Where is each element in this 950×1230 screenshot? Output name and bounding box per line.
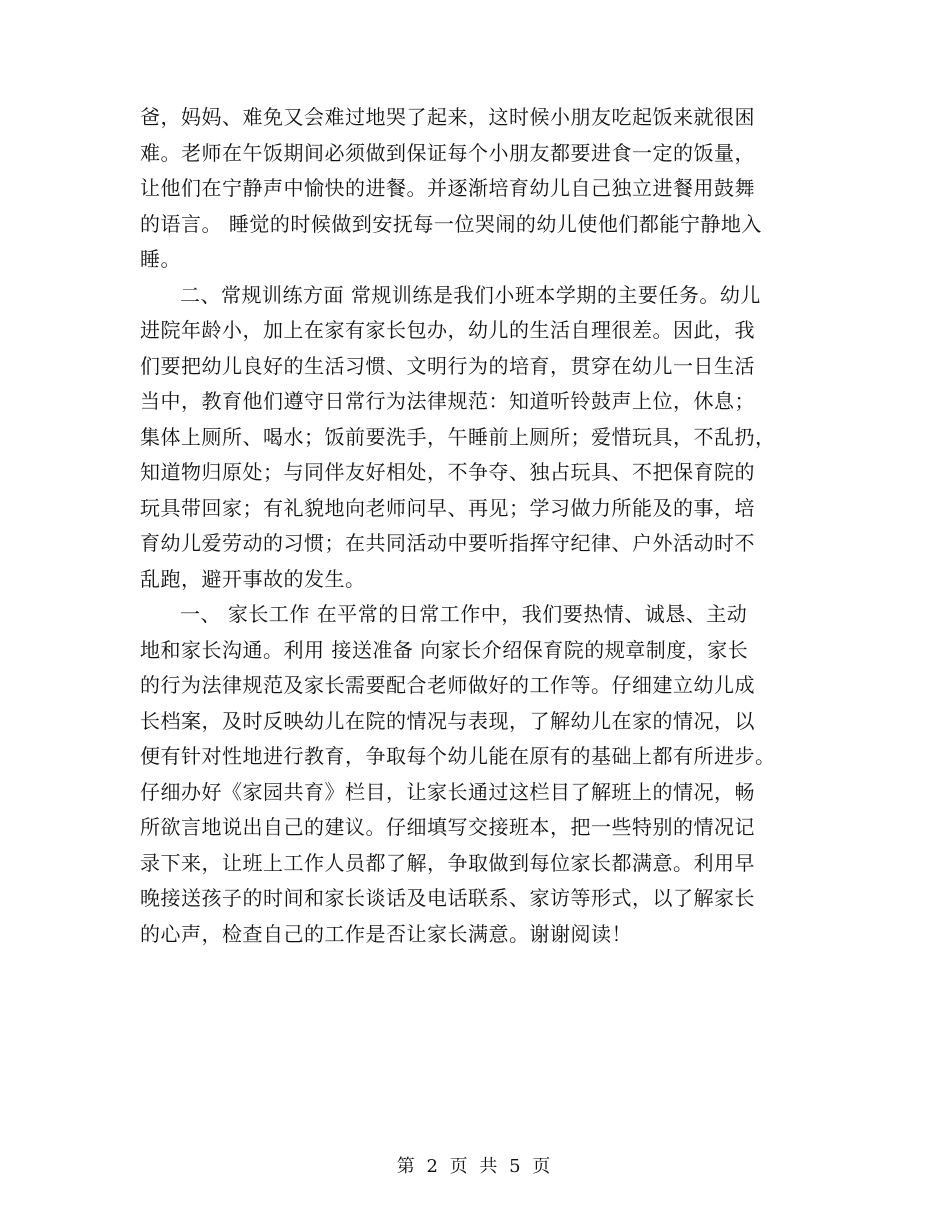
- text-line: 便有针对性地进行教育，争取每个幼儿能在原有的基础上都有所进步。: [140, 744, 776, 768]
- text-line: 育幼儿爱劳动的习惯；在共同活动中要听指挥守纪律、户外活动时不: [140, 531, 755, 555]
- text-line: 乱跑，避开事故的发生。: [140, 566, 366, 591]
- text-line: 睡。: [140, 247, 181, 271]
- text-line: 长档案，及时反映幼儿在院的情况与表现，了解幼儿在家的情况，以: [140, 708, 755, 733]
- text-line: 地和家长沟通。利用 接送准备 向家长介绍保育院的规章制度，家长: [140, 637, 749, 662]
- text-line: 进院年龄小，加上在家有家长包办，幼儿的生活自理很差。因此，我: [140, 318, 755, 342]
- text-line: 的语言。 睡觉的时候做到安抚每一位哭闹的幼儿使他们都能宁静地入: [140, 211, 762, 236]
- text-line: 玩具带回家；有礼貌地向老师问早、再见；学习做力所能及的事，培: [140, 495, 755, 520]
- page-number-footer: 第 2 页 共 5 页: [396, 1156, 554, 1177]
- text-line: 爸，妈妈、难免又会难过地哭了起来，这时候小朋友吃起饭来就很困: [140, 105, 755, 129]
- section-heading-line: 一、 家长工作 在平常的日常工作中，我们要热情、诚恳、主动: [180, 602, 748, 626]
- text-line: 的心声，检查自己的工作是否让家长满意。谢谢阅读！: [140, 921, 632, 946]
- section-heading-line: 二、常规训练方面 常规训练是我们小班本学期的主要任务。幼儿: [180, 282, 761, 307]
- text-line: 让他们在宁静声中愉快的进餐。并逐渐培育幼儿自己独立进餐用鼓舞: [140, 176, 755, 200]
- text-line: 仔细办好《家园共育》栏目，让家长通过这栏目了解班上的情况，畅: [140, 779, 755, 804]
- text-line: 难。老师在午饭期间必须做到保证每个小朋友都要进食一定的饭量，: [140, 140, 755, 165]
- text-line: 的行为法律规范及家长需要配合老师做好的工作等。仔细建立幼儿成: [140, 673, 755, 697]
- text-line: 当中，教育他们遵守日常行为法律规范：知道听铃鼓声上位，休息；: [140, 389, 755, 413]
- text-line: 晚接送孩子的时间和家长谈话及电话联系、家访等形式，以了解家长: [140, 886, 755, 910]
- body-text: [140, 100, 810, 952]
- text-line: 所欲言地说出自己的建议。仔细填写交接班本，把一些特别的情况记: [140, 815, 755, 839]
- text-line: 知道物归原处；与同伴友好相处，不争夺、独占玩具、不把保育院的: [140, 460, 755, 484]
- text-line: 集体上厕所、喝水；饭前要洗手，午睡前上厕所；爱惜玩具，不乱扔，: [140, 424, 776, 449]
- text-line: 们要把幼儿良好的生活习惯、文明行为的培育，贯穿在幼儿一日生活: [140, 353, 755, 378]
- text-line: 录下来，让班上工作人员都了解，争取做到每位家长都满意。利用早: [140, 850, 755, 875]
